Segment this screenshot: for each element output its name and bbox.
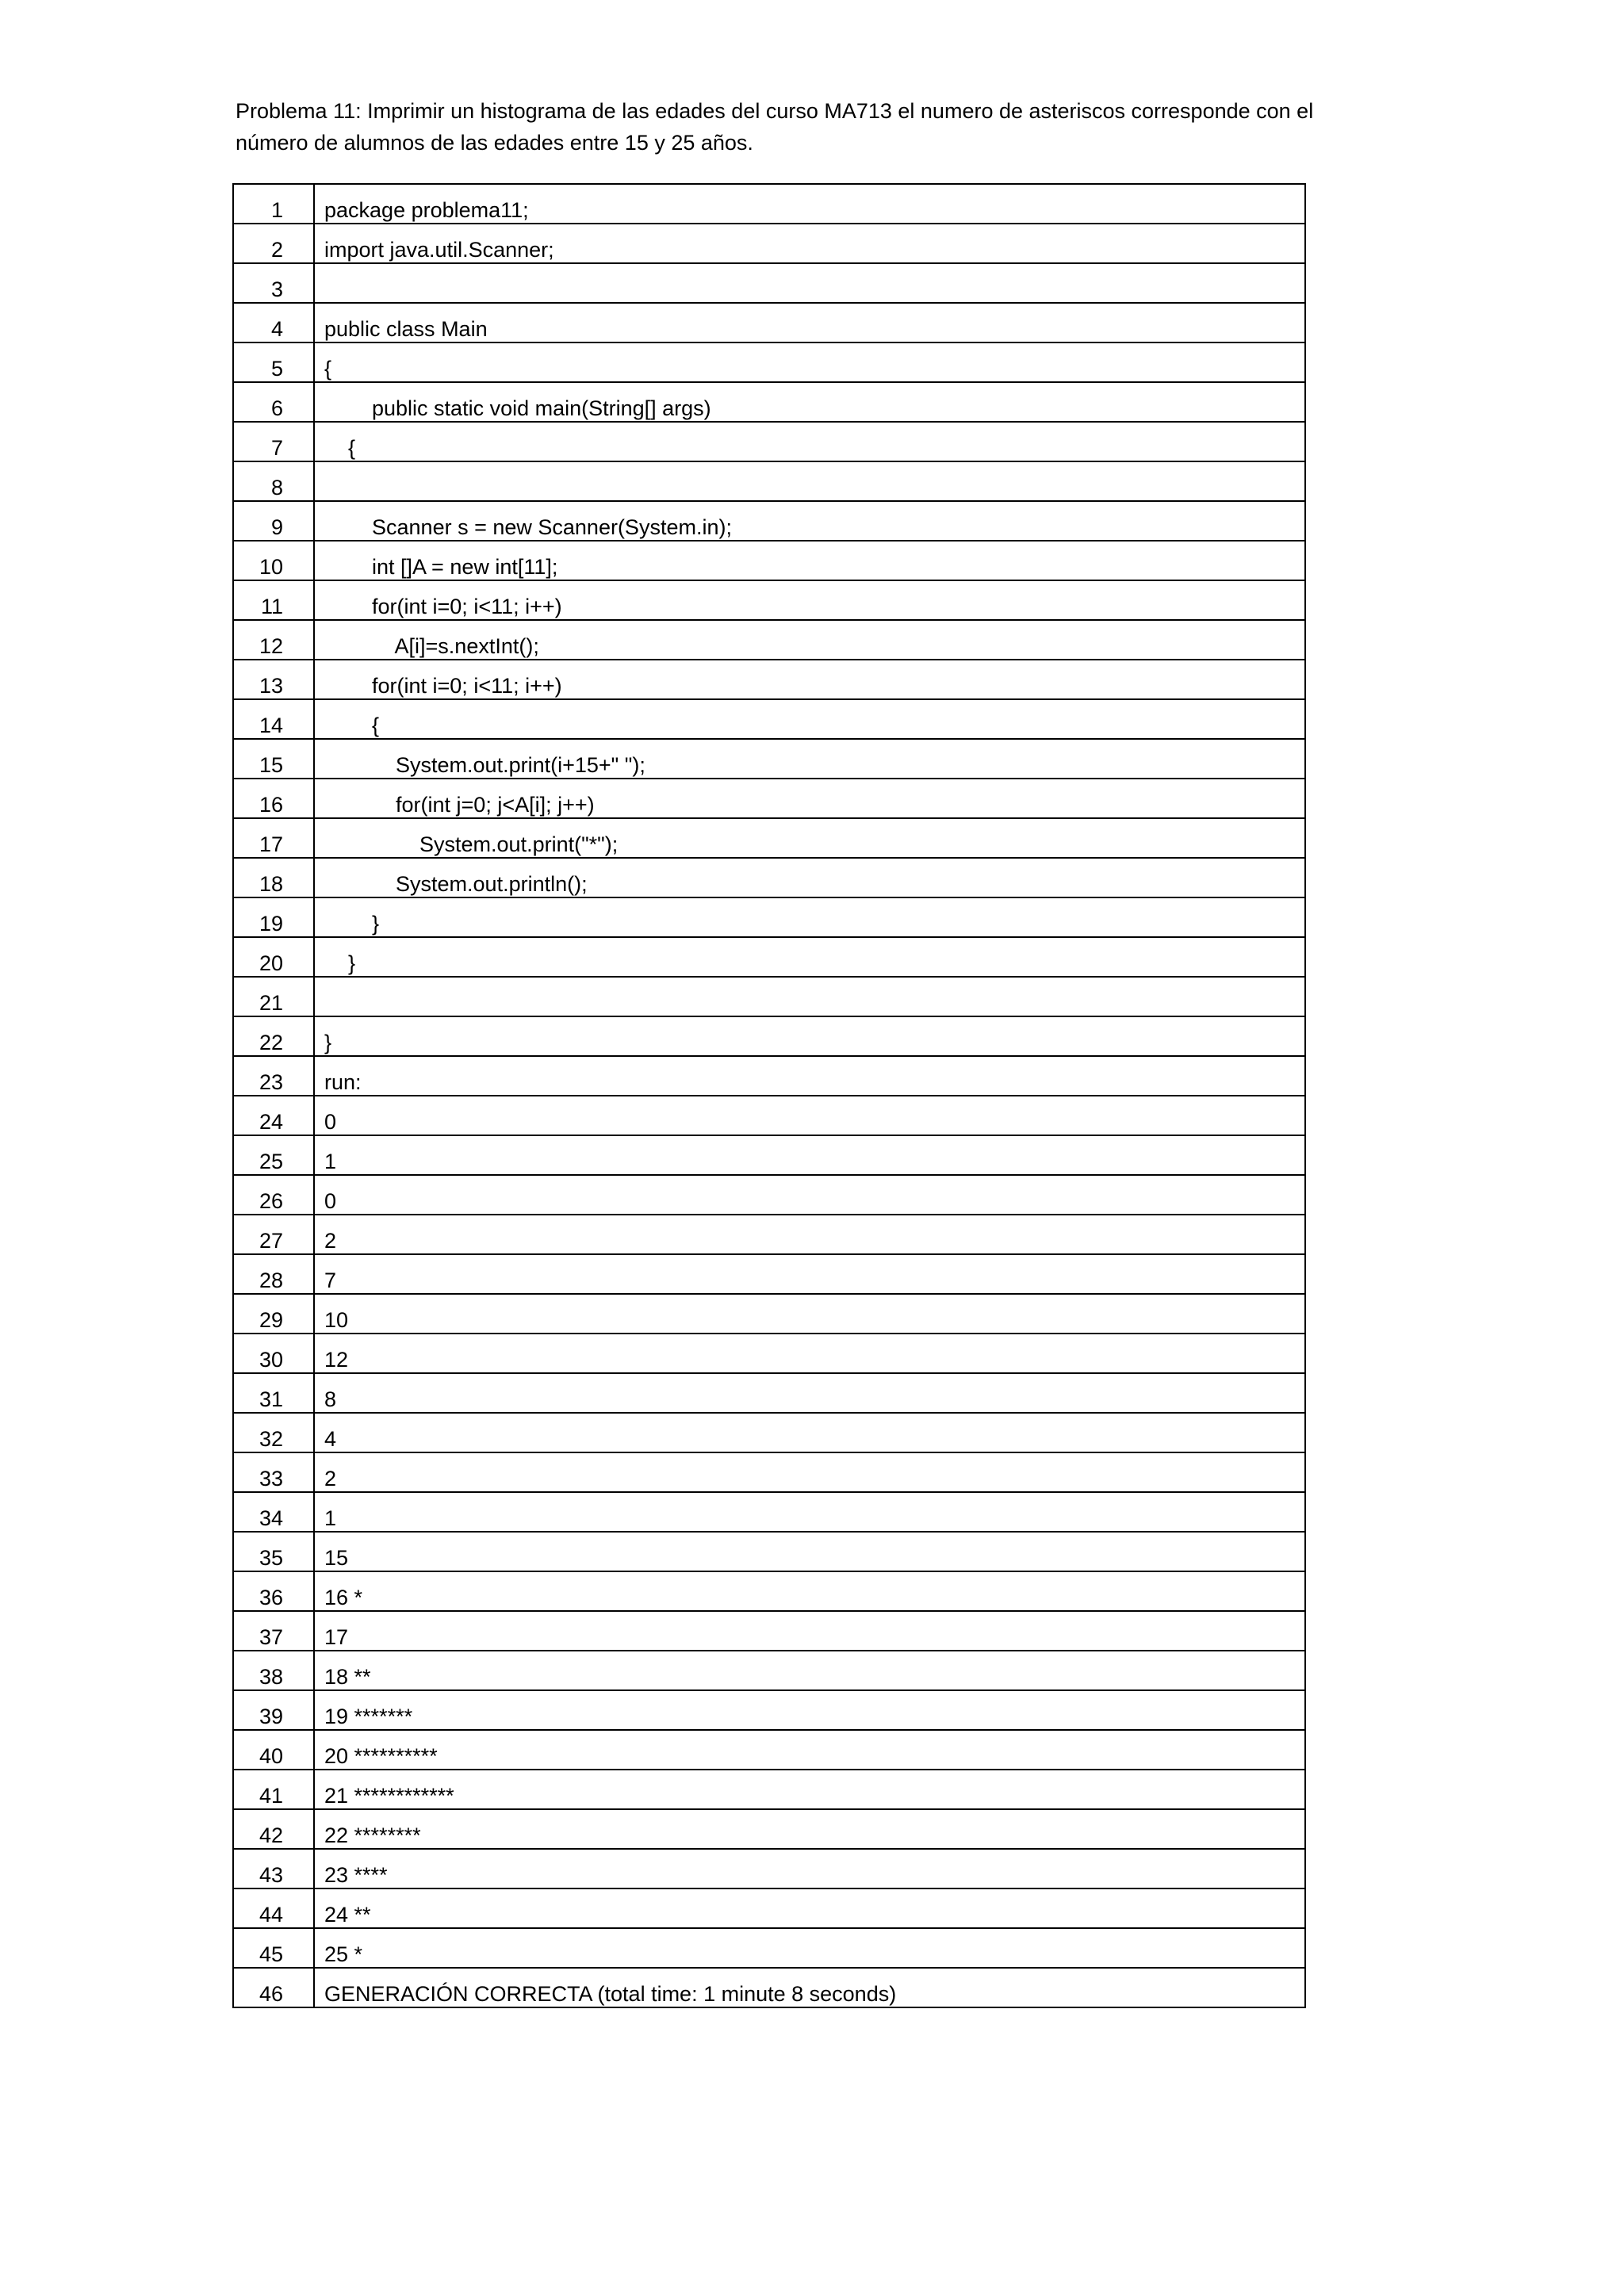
code-row	[233, 580, 1305, 620]
line-code: 19 *******	[314, 1690, 1305, 1730]
code-row	[233, 461, 1305, 501]
line-number: 3	[233, 263, 314, 303]
line-code: 25 *	[314, 1928, 1305, 1968]
line-number: 12	[233, 620, 314, 660]
line-code: for(int i=0; i<11; i++)	[314, 580, 1305, 620]
line-number: 35	[233, 1532, 314, 1571]
line-number: 39	[233, 1690, 314, 1730]
line-code: 15	[314, 1532, 1305, 1571]
line-number: 4	[233, 303, 314, 342]
code-row	[233, 1294, 1305, 1334]
line-number: 2	[233, 224, 314, 263]
code-row	[233, 1888, 1305, 1928]
line-number: 25	[233, 1135, 314, 1175]
code-row	[233, 1215, 1305, 1254]
code-row	[233, 660, 1305, 699]
line-code: {	[314, 699, 1305, 739]
line-number: 1	[233, 184, 314, 224]
line-number: 24	[233, 1096, 314, 1135]
line-code: 0	[314, 1175, 1305, 1215]
code-row	[233, 342, 1305, 382]
line-code: 18 **	[314, 1651, 1305, 1690]
line-code: run:	[314, 1056, 1305, 1096]
line-number: 45	[233, 1928, 314, 1968]
line-code: {	[314, 422, 1305, 461]
line-number: 36	[233, 1571, 314, 1611]
line-code: 24 **	[314, 1888, 1305, 1928]
code-row	[233, 1611, 1305, 1651]
line-code	[314, 977, 1305, 1016]
code-row	[233, 1571, 1305, 1611]
line-code: 20 **********	[314, 1730, 1305, 1770]
line-code: 23 ****	[314, 1849, 1305, 1888]
code-row	[233, 1809, 1305, 1849]
code-row	[233, 1413, 1305, 1452]
line-number: 41	[233, 1770, 314, 1809]
line-code: 8	[314, 1373, 1305, 1413]
line-code: 1	[314, 1135, 1305, 1175]
line-number: 37	[233, 1611, 314, 1651]
line-code: import java.util.Scanner;	[314, 224, 1305, 263]
line-number: 9	[233, 501, 314, 541]
line-number: 17	[233, 818, 314, 858]
line-code: 4	[314, 1413, 1305, 1452]
line-number: 32	[233, 1413, 314, 1452]
line-code: System.out.println();	[314, 858, 1305, 897]
code-row	[233, 1492, 1305, 1532]
line-code: package problema11;	[314, 184, 1305, 224]
line-code: }	[314, 1016, 1305, 1056]
line-code: Scanner s = new Scanner(System.in);	[314, 501, 1305, 541]
line-code	[314, 461, 1305, 501]
line-code: 0	[314, 1096, 1305, 1135]
line-number: 18	[233, 858, 314, 897]
line-number: 13	[233, 660, 314, 699]
code-row	[233, 1016, 1305, 1056]
code-row	[233, 1175, 1305, 1215]
line-number: 40	[233, 1730, 314, 1770]
line-number: 7	[233, 422, 314, 461]
line-number: 44	[233, 1888, 314, 1928]
line-number: 33	[233, 1452, 314, 1492]
line-code: 2	[314, 1215, 1305, 1254]
code-row	[233, 1532, 1305, 1571]
line-code: 2	[314, 1452, 1305, 1492]
line-number: 43	[233, 1849, 314, 1888]
code-row	[233, 263, 1305, 303]
line-number: 23	[233, 1056, 314, 1096]
line-code: System.out.print("*");	[314, 818, 1305, 858]
line-code: 22 ********	[314, 1809, 1305, 1849]
code-row	[233, 1056, 1305, 1096]
line-number: 26	[233, 1175, 314, 1215]
line-number: 29	[233, 1294, 314, 1334]
line-code: 10	[314, 1294, 1305, 1334]
code-row	[233, 1254, 1305, 1294]
line-number: 11	[233, 580, 314, 620]
code-row	[233, 1928, 1305, 1968]
line-code: }	[314, 937, 1305, 977]
line-code: int []A = new int[11];	[314, 541, 1305, 580]
code-row	[233, 1968, 1305, 2007]
line-number: 34	[233, 1492, 314, 1532]
line-number: 21	[233, 977, 314, 1016]
code-row	[233, 858, 1305, 897]
code-listing-body	[233, 184, 1305, 2007]
code-row	[233, 541, 1305, 580]
line-code: 1	[314, 1492, 1305, 1532]
line-code	[314, 263, 1305, 303]
code-row	[233, 303, 1305, 342]
code-row	[233, 1651, 1305, 1690]
line-code: GENERACIÓN CORRECTA (total time: 1 minute 8 seconds)	[314, 1968, 1305, 2007]
code-row	[233, 501, 1305, 541]
line-number: 20	[233, 937, 314, 977]
line-number: 31	[233, 1373, 314, 1413]
line-code: {	[314, 342, 1305, 382]
line-code: 16 *	[314, 1571, 1305, 1611]
code-row	[233, 620, 1305, 660]
line-number: 19	[233, 897, 314, 937]
line-code: public static void main(String[] args)	[314, 382, 1305, 422]
code-row	[233, 1096, 1305, 1135]
line-number: 27	[233, 1215, 314, 1254]
code-row	[233, 1452, 1305, 1492]
line-code: 12	[314, 1334, 1305, 1373]
code-row	[233, 422, 1305, 461]
code-row	[233, 1730, 1305, 1770]
code-row	[233, 897, 1305, 937]
line-number: 30	[233, 1334, 314, 1373]
line-code: A[i]=s.nextInt();	[314, 620, 1305, 660]
line-code: 7	[314, 1254, 1305, 1294]
code-row	[233, 1135, 1305, 1175]
line-number: 16	[233, 779, 314, 818]
line-number: 10	[233, 541, 314, 580]
code-row	[233, 699, 1305, 739]
problem-statement: Problema 11: Imprimir un histograma de las edades del curso MA713 el numero de asteriscos corresponde con el número de alumnos de las edades entre 15 y 25 años.	[236, 99, 1314, 155]
code-row	[233, 818, 1305, 858]
line-number: 46	[233, 1968, 314, 2007]
code-row	[233, 739, 1305, 779]
line-number: 22	[233, 1016, 314, 1056]
code-row	[233, 1373, 1305, 1413]
code-row	[233, 1770, 1305, 1809]
line-code: public class Main	[314, 303, 1305, 342]
line-number: 14	[233, 699, 314, 739]
line-code: 21 ************	[314, 1770, 1305, 1809]
line-number: 42	[233, 1809, 314, 1849]
code-row	[233, 382, 1305, 422]
code-row	[233, 1849, 1305, 1888]
line-code: 17	[314, 1611, 1305, 1651]
line-code: System.out.print(i+15+" ");	[314, 739, 1305, 779]
line-number: 6	[233, 382, 314, 422]
line-code: for(int j=0; j<A[i]; j++)	[314, 779, 1305, 818]
code-row	[233, 184, 1305, 224]
line-number: 15	[233, 739, 314, 779]
code-row	[233, 779, 1305, 818]
code-row	[233, 937, 1305, 977]
code-row	[233, 977, 1305, 1016]
code-listing-table	[232, 183, 1306, 2008]
code-row	[233, 1334, 1305, 1373]
code-row	[233, 224, 1305, 263]
line-number: 8	[233, 461, 314, 501]
line-code: }	[314, 897, 1305, 937]
line-number: 28	[233, 1254, 314, 1294]
line-code: for(int i=0; i<11; i++)	[314, 660, 1305, 699]
line-number: 38	[233, 1651, 314, 1690]
line-number: 5	[233, 342, 314, 382]
code-row	[233, 1690, 1305, 1730]
